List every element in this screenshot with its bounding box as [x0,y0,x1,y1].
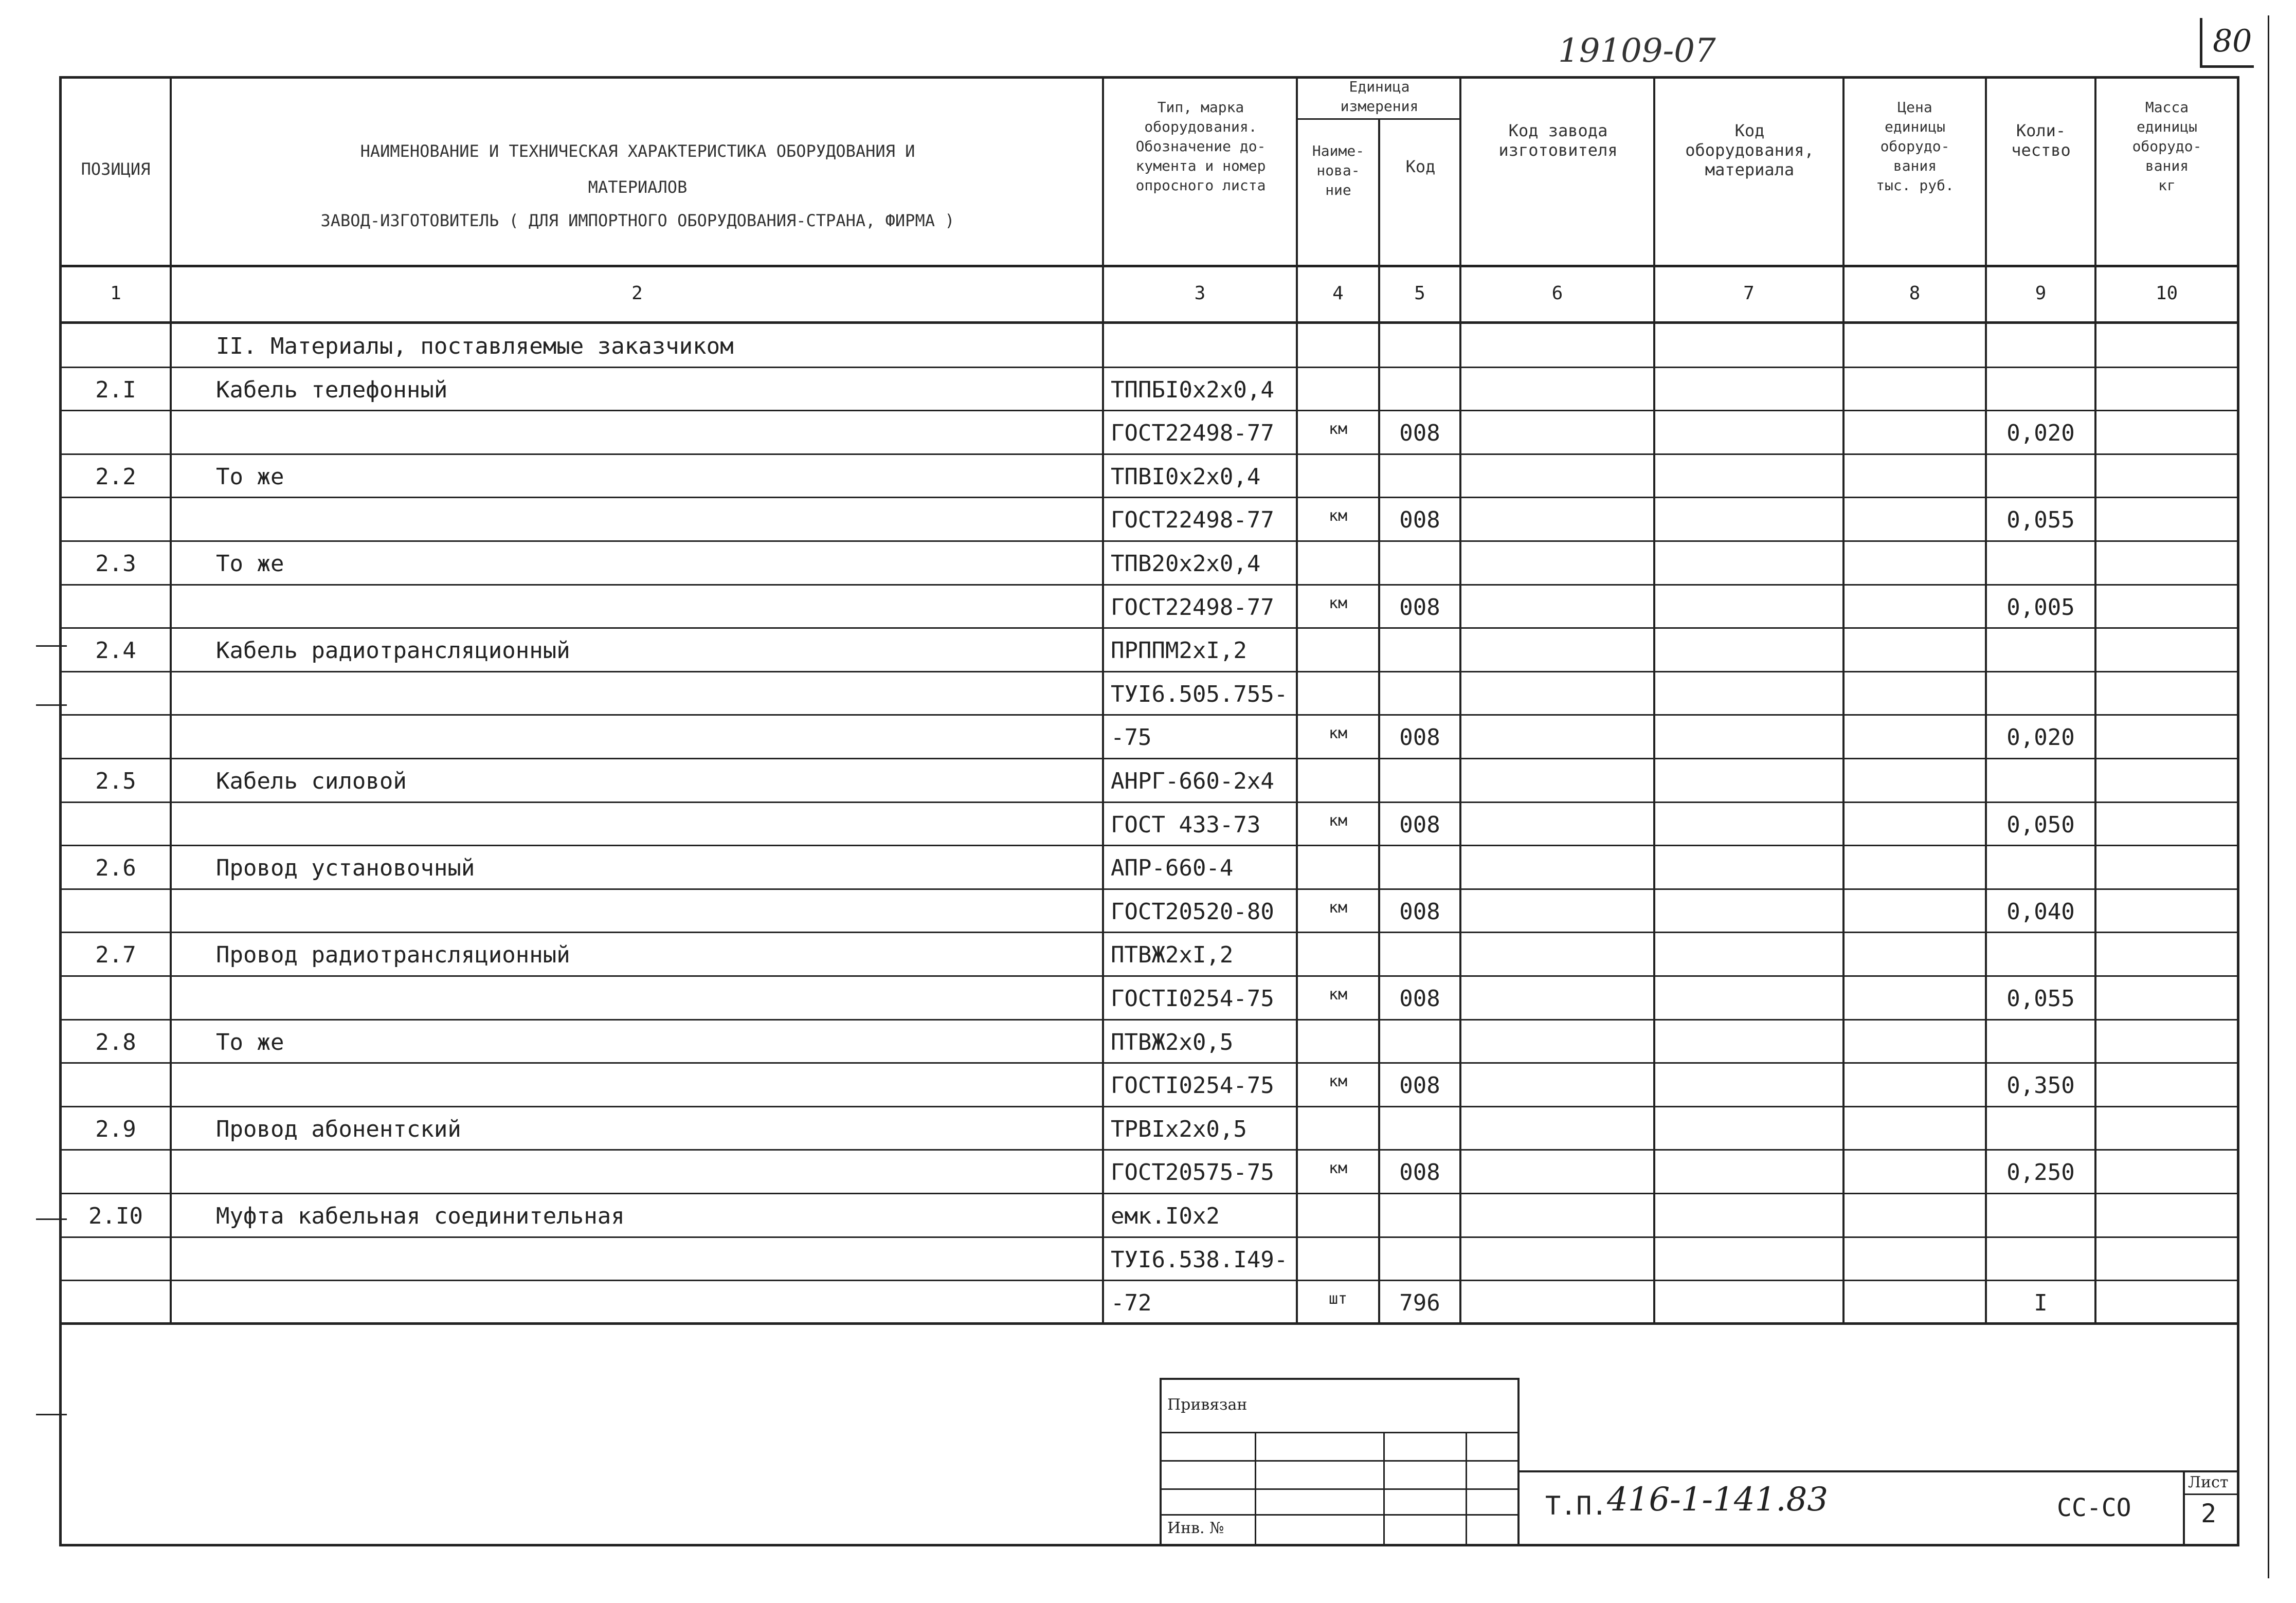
header-mass-l3: оборудо- [2132,138,2202,155]
row-quantity: 0,040 [2006,899,2075,925]
row-quantity: 0,020 [2006,420,2075,446]
row-quantity: 0,055 [2006,507,2075,533]
document-number: 19109-07 [1558,32,1716,70]
row-code: 008 [1399,507,1440,533]
col-number-7: 7 [1743,283,1755,304]
row-position: 2.I [95,377,136,403]
row-position: 2.9 [95,1116,136,1142]
header-price-l1: Цена [1897,99,1932,116]
row-quantity: 0,055 [2006,986,2075,1012]
row-quantity: 0,250 [2006,1159,2075,1186]
row-name: То же [216,551,284,577]
row-position: 2.8 [95,1029,136,1055]
row-type: ГОСТ22498-77 [1111,420,1274,446]
header-unit-l1: Единица [1349,78,1410,95]
row-name: Провод установочный [216,855,475,881]
row-name: II. Материалы, поставляемые заказчиком [216,333,734,359]
page-number: 80 [2213,23,2252,59]
row-name: Кабель радиотрансляционный [216,637,570,664]
row-unit: км [1328,594,1348,612]
header-mass-l2: единицы [2136,118,2197,135]
header-unit-name-l3: ние [1325,181,1351,198]
row-position: 2.5 [95,768,136,794]
row-position: 2.6 [95,855,136,881]
header-qty-l2: чество [2011,140,2071,160]
header-name-line2: МАТЕРИАЛОВ [588,177,688,197]
header-quantity [1987,121,2094,160]
header-unit-name-l2: нова- [1316,162,1360,179]
row-type: ГОСТ20575-75 [1111,1159,1274,1186]
row-quantity: 0,350 [2006,1072,2075,1099]
header-maker-l2: изготовителя [1498,140,1618,160]
row-name: Провод радиотрансляционный [216,942,570,968]
row-position: 2.7 [95,942,136,968]
row-type: ТУI6.505.755- [1111,681,1288,707]
row-code: 008 [1399,899,1440,925]
header-type-l3: Обозначение до- [1135,138,1266,155]
row-unit: км [1328,420,1348,438]
row-code: 008 [1399,724,1440,751]
col-number-3: 3 [1194,283,1206,304]
row-quantity: 0,020 [2006,724,2075,751]
row-type: -75 [1111,724,1152,751]
stamp-sheet-number: 2 [2201,1499,2217,1528]
row-unit: км [1328,1072,1348,1090]
header-mass [2097,98,2237,195]
col-number-2: 2 [631,283,643,304]
row-type: ГОСТ22498-77 [1111,594,1274,621]
row-type: ПТВЖ2хI,2 [1111,942,1234,968]
row-quantity: 0,050 [2006,812,2075,838]
col-number-5: 5 [1414,283,1425,304]
stamp-sheet-label: Лист [2188,1473,2229,1491]
row-type: ТУI6.538.I49- [1111,1247,1288,1273]
header-equipment-code [1656,121,1843,179]
header-equip-l1: Код [1734,121,1765,140]
header-name-line1: НАИМЕНОВАНИЕ И ТЕХНИЧЕСКАЯ ХАРАКТЕРИСТИКА ОБОРУДОВАНИЯ И [360,141,915,161]
row-quantity: 0,005 [2006,594,2075,621]
row-unit: км [1328,507,1348,525]
row-code: 008 [1399,812,1440,838]
header-mass-l4: вания [2145,157,2189,174]
header-price [1845,98,1985,195]
stamp-tp-number: 416-1-141.83 [1607,1481,1829,1519]
row-unit: км [1328,1159,1348,1177]
row-position: 2.I0 [88,1203,143,1229]
row-type: ГОСТI0254-75 [1111,1072,1274,1099]
row-quantity: I [2034,1290,2048,1316]
stamp-tp-prefix: Т.П. [1545,1491,1607,1521]
col-number-1: 1 [110,283,121,304]
stamp-doc-code: СС-СО [2057,1493,2131,1522]
row-code: 008 [1399,594,1440,621]
col-number-4: 4 [1332,283,1344,304]
row-type: ГОСТ20520-80 [1111,899,1274,925]
stamp-inv: Инв. № [1167,1519,1224,1537]
row-name: То же [216,464,284,490]
header-equip-l2: оборудования, [1685,140,1814,160]
row-type: ПТВЖ2х0,5 [1111,1029,1234,1055]
row-type: ТППБI0х2х0,4 [1111,377,1274,403]
header-unit-group [1298,77,1460,116]
row-unit: км [1328,899,1348,917]
header-unit-name [1298,141,1378,200]
header-mass-l1: Масса [2145,99,2189,116]
row-type: ТРВIх2х0,5 [1111,1116,1247,1142]
header-equip-l3: материала [1705,160,1795,179]
row-position: 2.4 [95,637,136,664]
header-unit-name-l1: Наиме- [1312,142,1365,159]
row-name: Кабель силовой [216,768,407,794]
stamp-privyazan: Привязан [1167,1396,1248,1414]
header-type-l4: кумента и номер [1135,157,1266,174]
header-maker-code [1463,121,1653,160]
header-qty-l1: Коли- [2016,121,2066,140]
row-type: емк.I0х2 [1111,1203,1220,1229]
row-code: 008 [1399,1072,1440,1099]
row-unit: км [1328,724,1348,742]
header-type-l1: Тип, марка [1157,99,1244,116]
row-unit: км [1328,812,1348,830]
row-unit: шт [1328,1290,1348,1308]
header-mass-l5: кг [2158,177,2176,194]
row-code: 008 [1399,986,1440,1012]
row-code: 796 [1399,1290,1440,1316]
row-type: -72 [1111,1290,1152,1316]
row-position: 2.2 [95,464,136,490]
header-type [1106,98,1296,195]
header-unit-code: Код [1405,157,1436,176]
row-type: ГОСТI0254-75 [1111,986,1274,1012]
header-unit-l2: измерения [1340,98,1419,115]
header-type-l2: оборудования. [1144,118,1257,135]
row-type: АПР-660-4 [1111,855,1234,881]
row-type: ПРППМ2хI,2 [1111,637,1247,664]
row-name: Муфта кабельная соединительная [216,1203,625,1229]
header-name-line3: ЗАВОД-ИЗГОТОВИТЕЛЬ ( ДЛЯ ИМПОРТНОГО ОБОРУДОВАНИЯ-СТРАНА, ФИРМА ) [320,211,955,230]
header-type-l5: опросного листа [1135,177,1266,194]
header-maker-l1: Код завода [1508,121,1608,140]
col-number-10: 10 [2155,283,2178,304]
row-type: ТПВ20х2х0,4 [1111,551,1261,577]
row-type: ТПВI0х2х0,4 [1111,464,1261,490]
header-price-l3: оборудо- [1880,138,1950,155]
header-price-l4: вания [1893,157,1937,174]
row-type: ГОСТ 433-73 [1111,812,1261,838]
row-code: 008 [1399,1159,1440,1186]
header-position: ПОЗИЦИЯ [81,159,151,179]
row-name: Кабель телефонный [216,377,448,403]
row-unit: км [1328,986,1348,1004]
col-number-6: 6 [1551,283,1563,304]
row-name: То же [216,1029,284,1055]
row-type: ГОСТ22498-77 [1111,507,1274,533]
header-price-l5: тыс. руб. [1876,177,1954,194]
row-code: 008 [1399,420,1440,446]
col-number-8: 8 [1909,283,1921,304]
row-type: АНРГ-660-2х4 [1111,768,1274,794]
row-name: Провод абонентский [216,1116,461,1142]
header-price-l2: единицы [1884,118,1945,135]
col-number-9: 9 [2035,283,2047,304]
row-position: 2.3 [95,551,136,577]
